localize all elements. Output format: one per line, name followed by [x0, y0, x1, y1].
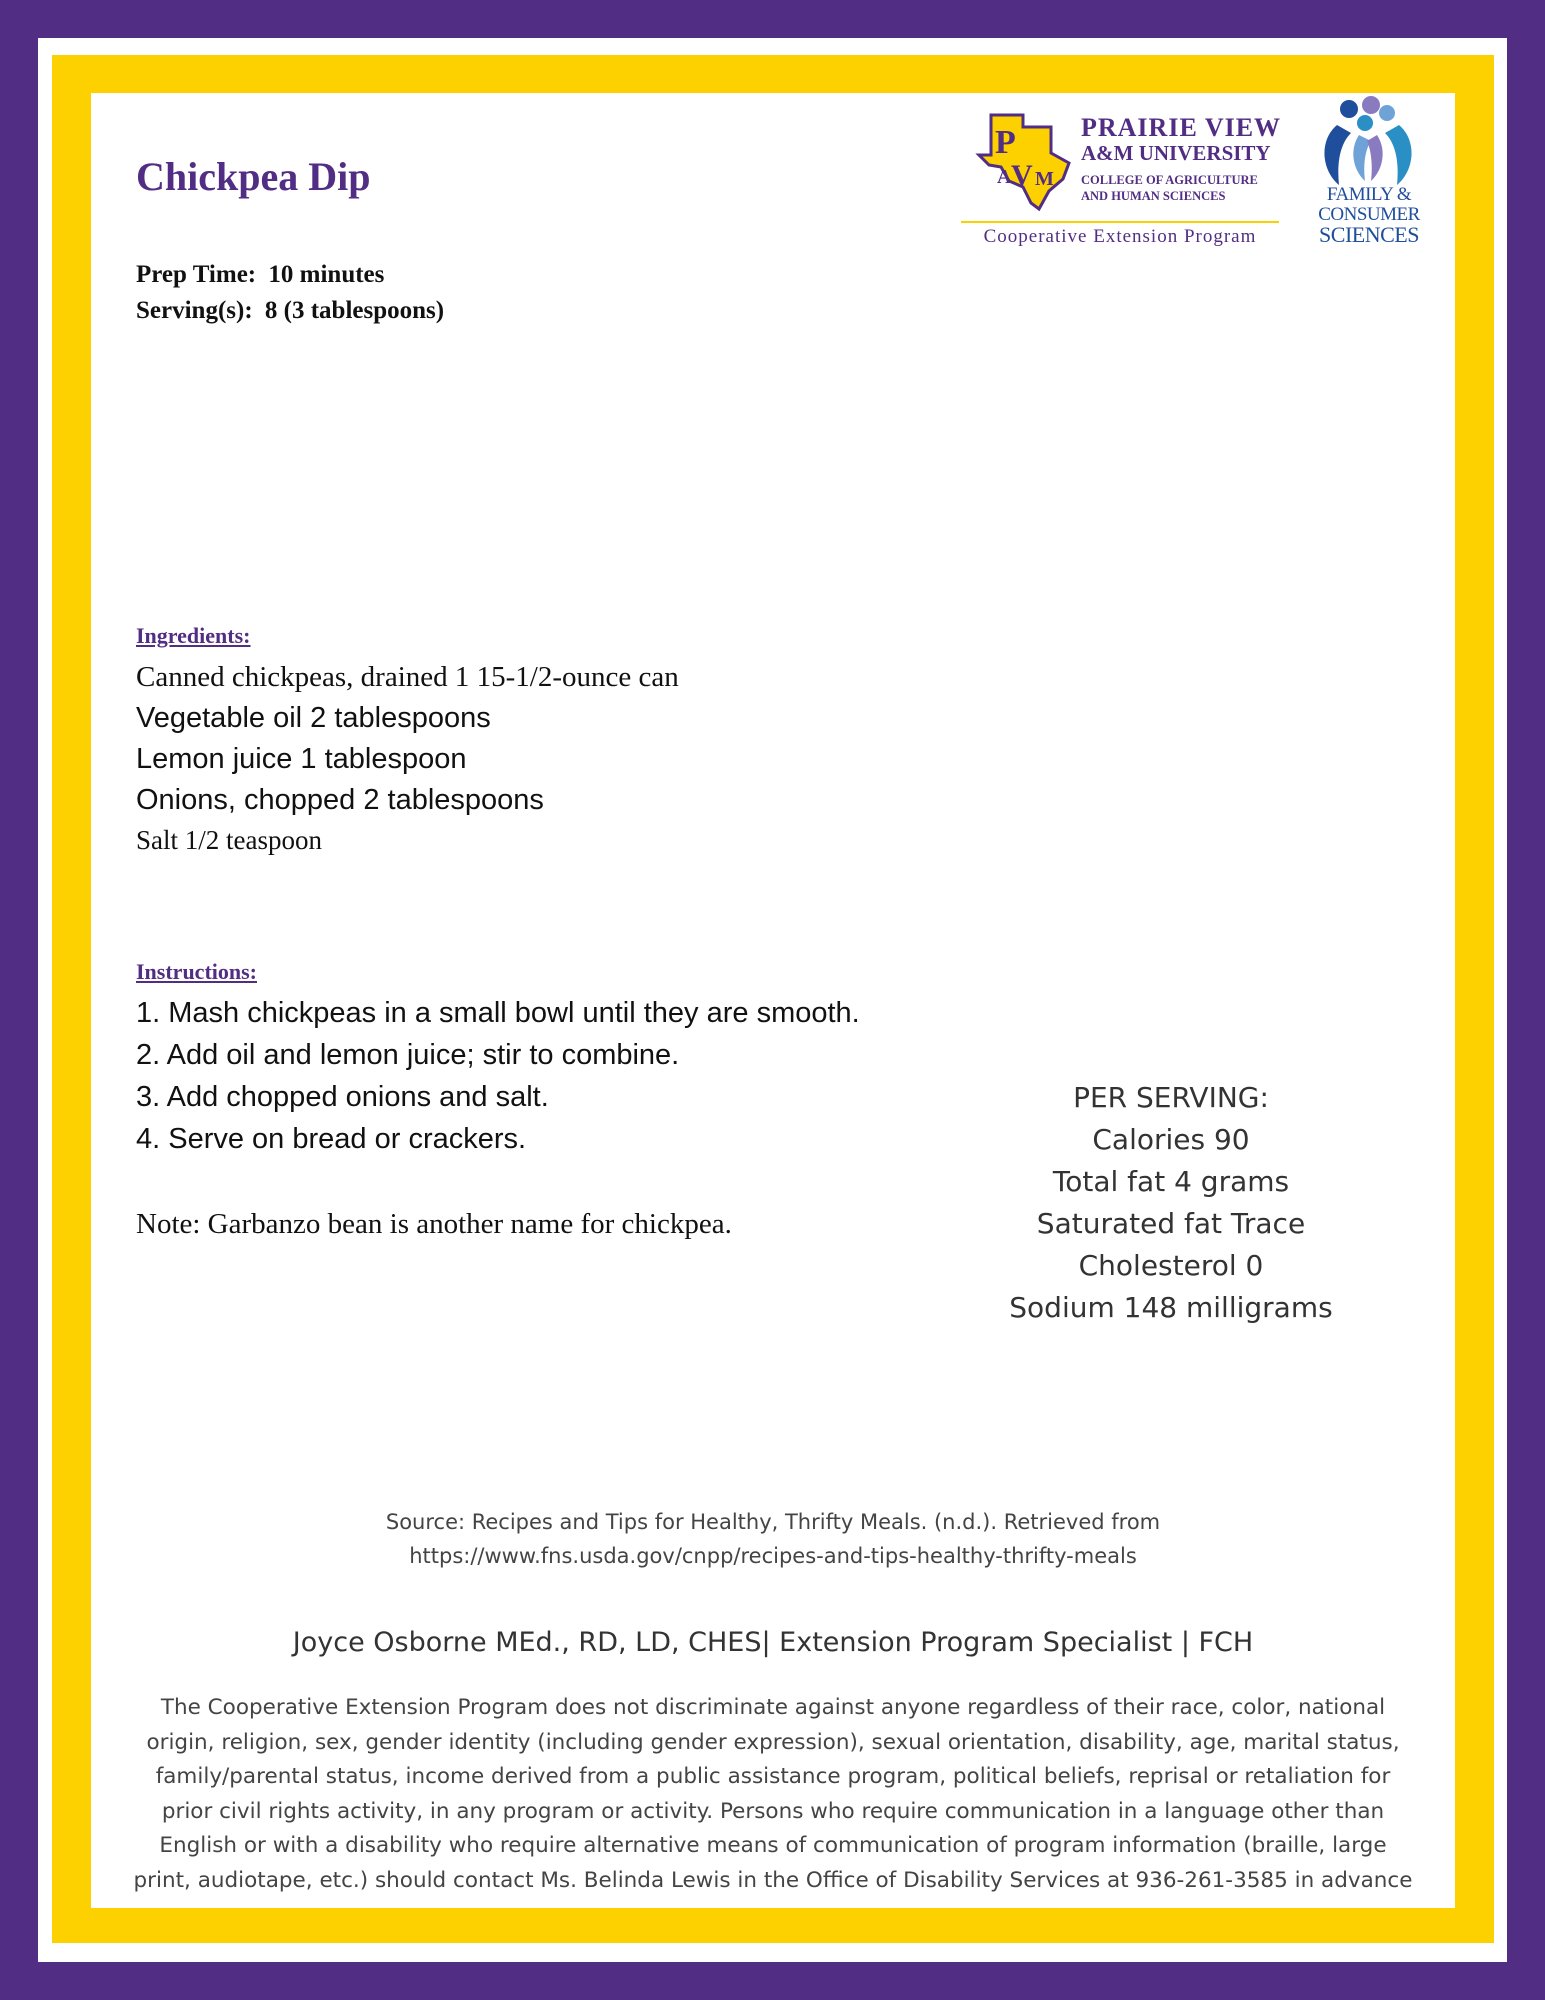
nondiscrimination-statement — [109, 1691, 1437, 1898]
recipe-card — [91, 93, 1455, 1908]
ingredients-list — [136, 661, 679, 866]
recipe-note: Note: Garbanzo bean is another name for chickpea. — [136, 1208, 732, 1240]
recipe-title: Chickpea Dip — [136, 154, 371, 199]
source-citation — [91, 1505, 1455, 1573]
disclaimer-line: prior civil rights activity, in any program or activity. Persons who require communication in a language other than — [161, 1798, 1385, 1824]
servings-label: Serving(s): — [136, 297, 253, 324]
ingredients-heading: Ingredients: — [136, 623, 251, 648]
family-consumer-sciences-logo-icon — [1309, 95, 1429, 187]
instructions-heading: Instructions: — [136, 959, 258, 984]
servings — [136, 297, 444, 325]
nutrition-item: Calories 90 — [1092, 1123, 1250, 1156]
pvamu-logo-icon — [961, 105, 1081, 215]
fcs-line-1: FAMILY & — [1326, 184, 1412, 205]
disclaimer-line: The Cooperative Extension Program does not discriminate against anyone regardless of their race, color, national — [160, 1695, 1386, 1720]
nutrition-heading: PER SERVING: — [1073, 1081, 1269, 1114]
nutrition-item: Sodium 148 milligrams — [1009, 1291, 1333, 1324]
author-credit: Joyce Osborne MEd., RD, LD, CHES| Extension Program Specialist | FCH — [292, 1627, 1254, 1658]
nutrition-item: Total fat 4 grams — [1052, 1165, 1290, 1198]
svg-text:A: A — [997, 166, 1012, 188]
pvamu-college-line-1: COLLEGE OF AGRICULTURE — [1081, 173, 1258, 187]
instruction-step: 2. Add oil and lemon juice; stir to combine. — [136, 1039, 680, 1071]
source-url: https://www.fns.usda.gov/cnpp/recipes-and-tips-healthy-thrifty-meals — [409, 1544, 1137, 1568]
ingredient-item: Onions, chopped 2 tablespoons — [136, 784, 544, 816]
instruction-step: 1. Mash chickpeas in a small bowl until they are smooth. — [136, 997, 860, 1029]
servings-value: 8 (3 tablespoons) — [264, 297, 445, 324]
pvamu-college-line-2: AND HUMAN SCIENCES — [1081, 189, 1226, 203]
svg-text:V: V — [1011, 159, 1033, 192]
prep-time-value: 10 minutes — [268, 261, 385, 288]
pvamu-divider — [961, 221, 1279, 223]
pvamu-name: PRAIRIE VIEW — [1081, 113, 1282, 142]
instruction-step: 3. Add chopped onions and salt. — [136, 1081, 549, 1113]
pvamu-university: A&M UNIVERSITY — [1081, 141, 1271, 165]
disclaimer-line: origin, religion, sex, gender identity (including gender expression), sexual orientation, disability, age, marital status, — [146, 1729, 1400, 1755]
disclaimer-line: print, audiotape, etc.) should contact Ms. Belinda Lewis in the Office of Disability Services at 936-261-3585 in advance — [133, 1867, 1413, 1893]
fcs-line-2: CONSUMER — [1318, 204, 1420, 225]
instructions-list — [136, 997, 860, 1165]
prep-time-label: Prep Time: — [136, 261, 257, 288]
fcs-line-3: SCIENCES — [1319, 222, 1419, 247]
ingredient-item: Canned chickpeas, drained 1 15-1/2-ounce can — [136, 661, 679, 693]
disclaimer-line: family/parental status, income derived from a public assistance program, political beliefs, reprisal or retaliation for — [155, 1764, 1391, 1789]
nutrition-item: Saturated fat Trace — [1036, 1207, 1306, 1240]
pvamu-program: Cooperative Extension Program — [983, 226, 1257, 247]
svg-text:M: M — [1035, 168, 1054, 190]
svg-text:P: P — [995, 124, 1016, 161]
prep-time — [136, 261, 384, 289]
pvamu-wordmark — [1081, 113, 1281, 204]
fcs-wordmark — [1294, 185, 1444, 245]
source-line-1: Source: Recipes and Tips for Healthy, Thrifty Meals. (n.d.). Retrieved from — [385, 1510, 1161, 1534]
ingredient-item: Vegetable oil 2 tablespoons — [136, 702, 491, 734]
ingredient-item: Lemon juice 1 tablespoon — [136, 743, 467, 775]
ingredient-item: Salt 1/2 teaspoon — [136, 825, 322, 855]
nutrition-facts — [981, 1081, 1361, 1333]
instruction-step: 4. Serve on bread or crackers. — [136, 1123, 527, 1155]
nutrition-item: Cholesterol 0 — [1078, 1249, 1264, 1282]
disclaimer-line: English or with a disability who require alternative means of communication of program information (braille, large — [159, 1833, 1387, 1858]
